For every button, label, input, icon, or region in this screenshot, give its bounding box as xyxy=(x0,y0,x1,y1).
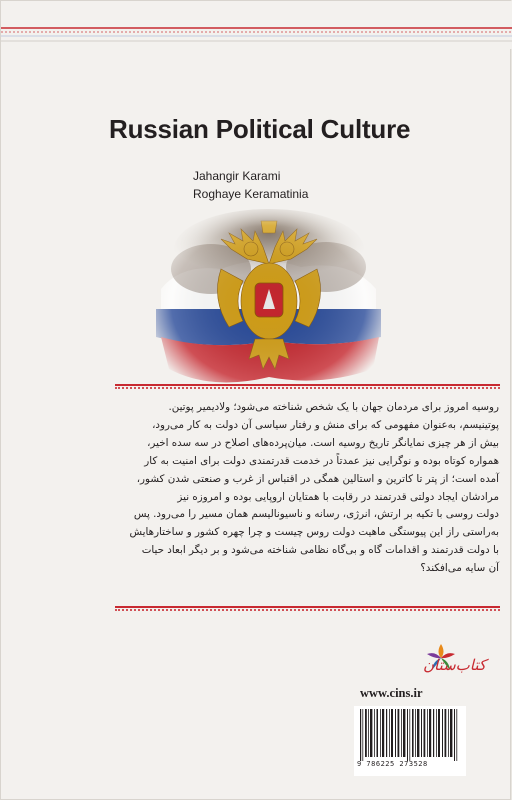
blurb-line: پوتینیسم، به‌عنوان مفهومی که برای منش و رفتار سیاسی آن دولت به کار می‌رود، xyxy=(152,418,499,431)
top-red-rule xyxy=(115,384,500,386)
russian-flag-emblem xyxy=(151,209,386,399)
blurb-line: با دولت قدرتمند و اقدامات گاه و بی‌گاه نظامی شناخته می‌شود و بر دیگر ابعاد حیات xyxy=(141,544,499,557)
publisher-website[interactable]: www.cins.ir xyxy=(360,686,423,700)
author-1: Jahangir Karami xyxy=(193,169,281,183)
barcode-digits: 9 786225 273528 xyxy=(357,760,428,768)
blurb-line: آن سایه می‌افکند؟ xyxy=(420,562,499,575)
top-dotted-rule xyxy=(115,387,500,391)
flower-logo-icon xyxy=(359,636,487,686)
barcode-icon xyxy=(354,706,466,764)
blurb-line: آمده است؛ از پتر تا کاترین و استالین همگی در اقتباس از غرب و صنعتی شدن کشور، xyxy=(136,472,499,485)
author-2: Roghaye Keramatinia xyxy=(193,187,309,201)
blurb-text xyxy=(119,399,499,603)
bottom-red-rule xyxy=(115,606,500,608)
blurb-line: مرادشان ایجاد دولتی قدرتمند در رقابت با همتایان اروپایی بوده و امروزه نیز xyxy=(177,490,499,503)
blurb-line: دولت روسی با تکیه بر ارتش، انرژی، رسانه و ناسیونالیسم همان مسیر را می‌رود. پس xyxy=(133,508,499,521)
blurb-line: همواره کوتاه بوده و نوگرایی نیز عمدتاً در خدمت قدرتمندی دولت برای امنیت به کار xyxy=(144,454,499,467)
publisher-logo-text: کتاب‌ستان xyxy=(423,656,487,674)
band-graphic xyxy=(1,1,512,51)
blurb-line: روسیه امروز برای مردمان جهان با یک شخص شناخته می‌شود؛ ولادیمیر پوتین. xyxy=(168,401,499,413)
book-title: Russian Political Culture xyxy=(109,114,411,144)
double-headed-eagle-icon xyxy=(151,209,386,399)
blurb-line: بیش از هر چیزی نمایانگر تاریخ روسیه است. میان‌پرده‌های اصلاح در سه سده اخیر، xyxy=(147,436,499,449)
blurb-line: به‌راستی راز این پیوستگی ماهیت دولت روس چیست و چرا چهره کشور و ساختارهایش xyxy=(129,526,499,539)
publisher-logo xyxy=(359,636,487,686)
bottom-dotted-rule xyxy=(115,609,500,613)
top-decorative-band xyxy=(1,1,512,51)
